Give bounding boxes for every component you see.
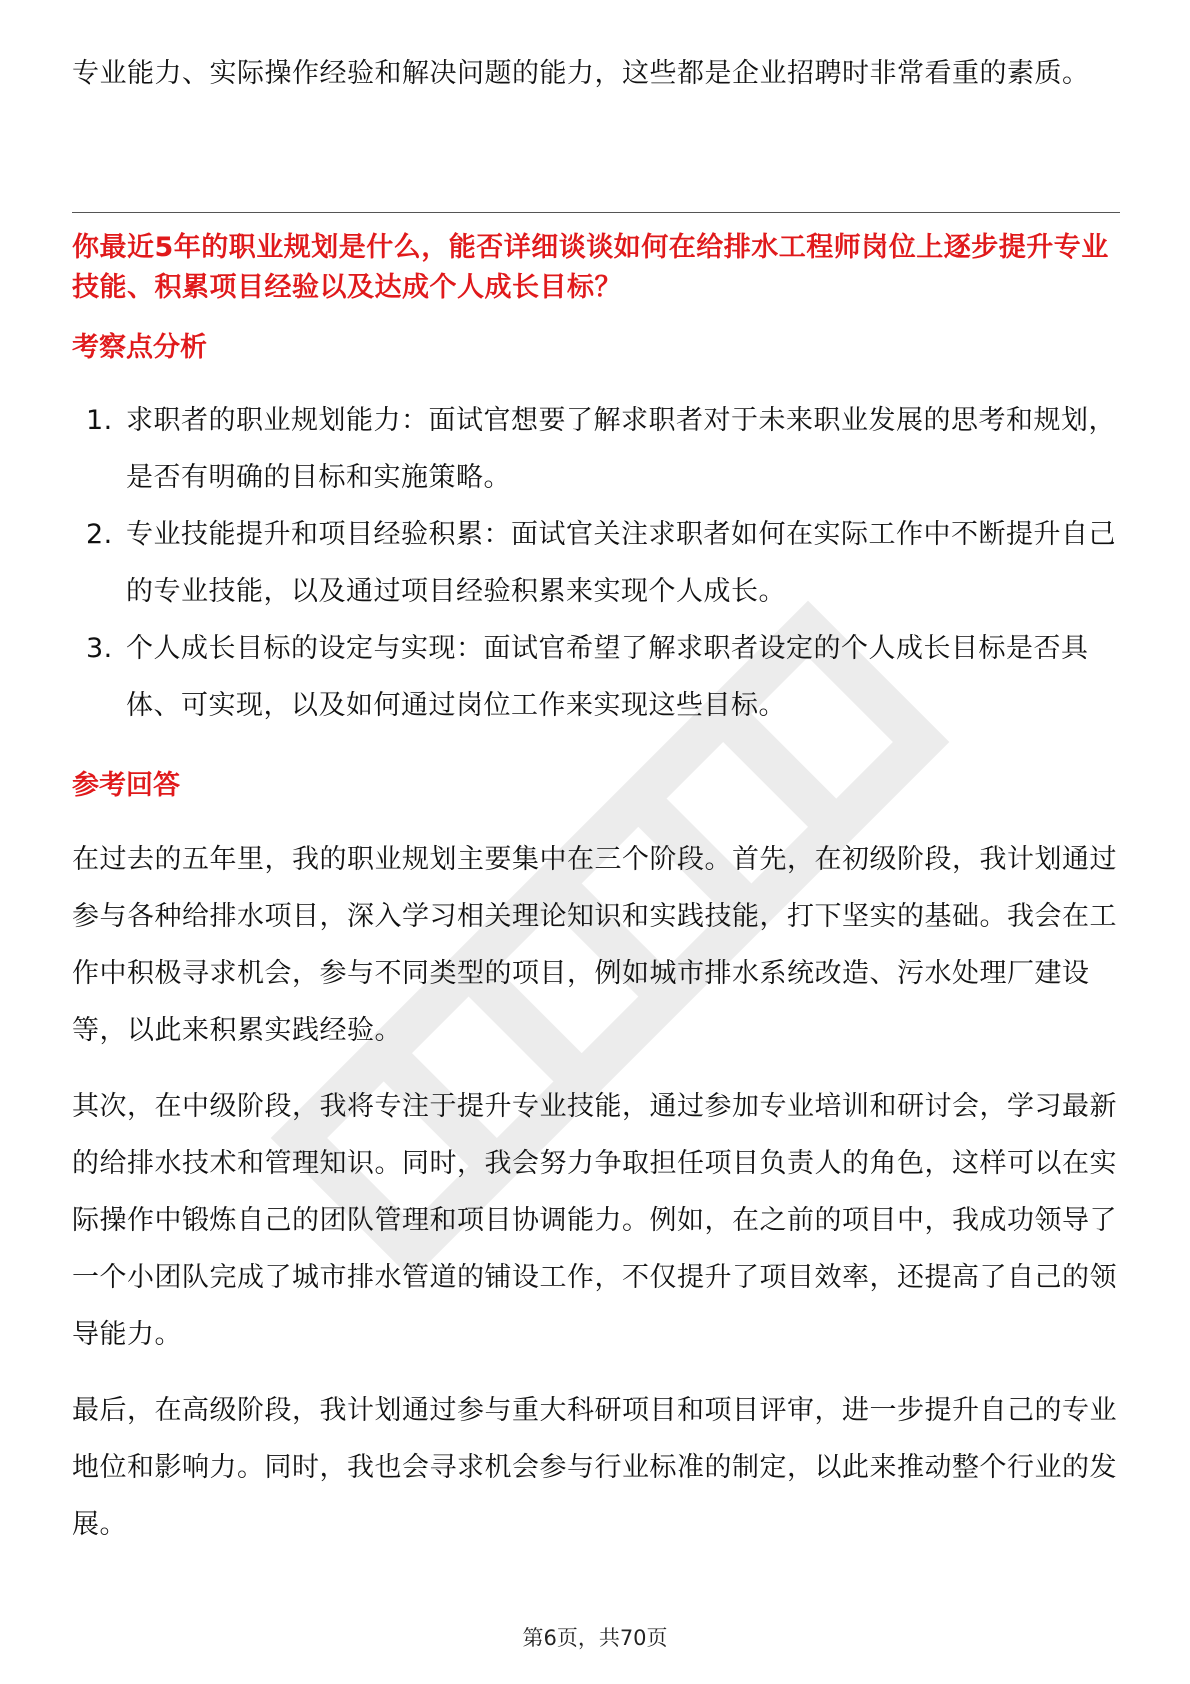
section-divider	[72, 212, 1120, 213]
analysis-list	[72, 392, 1120, 734]
reference-answer-heading: 参考回答	[72, 770, 180, 801]
page-number: 第6页，共70页	[522, 1626, 668, 1650]
analysis-item	[72, 620, 1120, 734]
answer-paragraph-2: 其次，在中级阶段，我将专注于提升专业技能，通过参加专业培训和研讨会，学习最新的给排水技术和管理知识。同时，我会努力争取担任项目负责人的角色，这样可以在实际操作中锻炼自己的团队管理和项目协调能力。例如，在之前的项目中，我成功领导了一个小团队完成了城市排水管道的铺设工作，不仅提升了项目效率，还提高了自己的领导能力。	[72, 1091, 1117, 1350]
intro-paragraph-continued: 专业能力、实际操作经验和解决问题的能力，这些都是企业招聘时非常看重的素质。	[72, 58, 1090, 89]
analysis-heading: 考察点分析	[72, 332, 207, 363]
interview-question: 你最近5年的职业规划是什么，能否详细谈谈如何在给排水工程师岗位上逐步提升专业技能、积累项目经验以及达成个人成长目标？	[72, 232, 1109, 303]
analysis-item-text: 专业技能提升和项目经验积累：面试官关注求职者如何在实际工作中不断提升自己的专业技能，以及通过项目经验积累来实现个人成长。	[126, 519, 1116, 607]
answer-paragraph-3: 最后，在高级阶段，我计划通过参与重大科研项目和项目评审，进一步提升自己的专业地位和影响力。同时，我也会寻求机会参与行业标准的制定，以此来推动整个行业的发展。	[72, 1395, 1117, 1540]
list-number: 1.	[86, 405, 113, 436]
list-number: 2.	[86, 519, 113, 550]
analysis-item-text: 求职者的职业规划能力：面试官想要了解求职者对于未来职业发展的思考和规划，是否有明确的目标和实施策略。	[126, 405, 1116, 493]
analysis-item-text: 个人成长目标的设定与实现：面试官希望了解求职者设定的个人成长目标是否具体、可实现，以及如何通过岗位工作来实现这些目标。	[126, 633, 1089, 721]
list-number: 3.	[86, 633, 113, 664]
analysis-item	[72, 506, 1120, 620]
answer-paragraph-1: 在过去的五年里，我的职业规划主要集中在三个阶段。首先，在初级阶段，我计划通过参与各种给排水项目，深入学习相关理论知识和实践技能，打下坚实的基础。我会在工作中积极寻求机会，参与不同类型的项目，例如城市排水系统改造、污水处理厂建设等，以此来积累实践经验。	[72, 844, 1117, 1046]
analysis-item	[72, 392, 1120, 506]
